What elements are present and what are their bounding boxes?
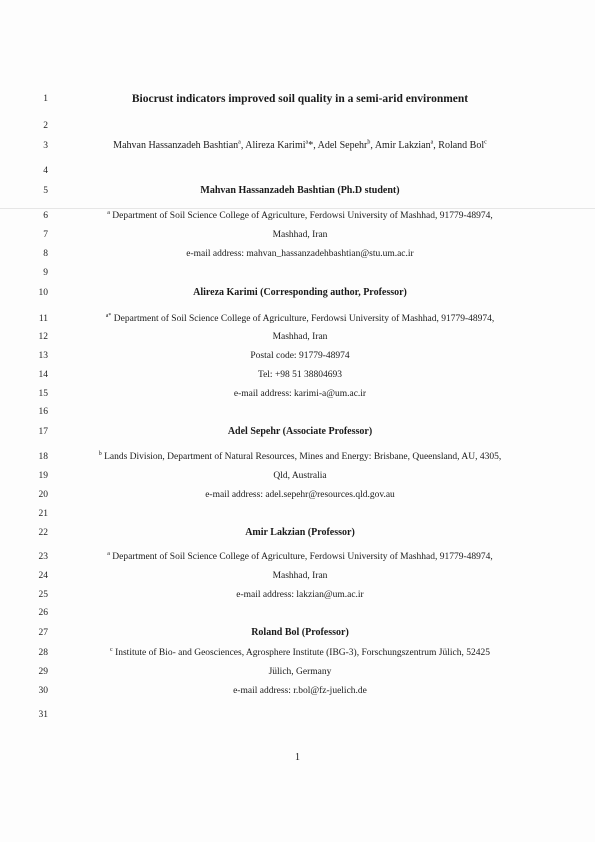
paper-title: Biocrust indicators improved soil quality in a semi-arid environment [131,93,469,105]
author-heading: Amir Lakzian (Professor) [245,527,355,538]
line-number: 8 [43,249,48,259]
affiliation-text: Department of Soil Science College of Agriculture, Ferdowsi University of Mashhad, 91779-48974, [112,552,493,562]
affiliation-mark: c [110,646,113,653]
affiliation-mark: a [107,550,110,557]
author-name: Alireza Karimi [245,140,306,151]
affiliation-line [62,451,538,463]
affiliation-mark: a [305,139,309,146]
line-number: 27 [38,628,48,638]
line-number: 16 [38,407,48,417]
scan-artifact-line [0,208,595,209]
affiliation-mark: b [98,450,102,457]
affiliation-mark: a [430,139,434,146]
affiliation-city: Mashhad, Iran [272,230,328,240]
author-heading: Mahvan Hassanzadeh Bashtian (Ph.D student) [200,185,400,196]
affiliation-text: Institute of Bio- and Geosciences, Agrosphere Institute (IBG-3), Forschungszentrum Jülich, 52425 [115,648,490,658]
affiliation-city: Mashhad, Iran [272,571,328,581]
affiliation-line [62,551,538,563]
affiliation-line [62,313,538,325]
affiliation-city: Jülich, Germany [268,667,332,677]
line-number: 28 [38,648,48,658]
line-number: 30 [38,686,48,696]
author-heading: Adel Sepehr (Associate Professor) [227,426,373,437]
affiliation-city: Mashhad, Iran [272,332,328,342]
email-line: e-mail address: karimi-a@um.ac.ir [233,389,367,399]
line-number: 15 [38,389,48,399]
line-number: 23 [38,552,48,562]
email-line: e-mail address: adel.sepehr@resources.qld.gov.au [205,490,395,500]
email-line: e-mail address: r.bol@fz-juelich.de [233,686,367,696]
affiliation-mark: a* [105,312,112,319]
line-number: 24 [38,571,48,581]
author-list: Mahvan Hassanzadeh Bashtian$^a$, Alireza Karimi$^a$*, Adel Sepehr$^b$, Amir Lakzian$^a$, Roland Bol$^c$ [113,139,487,151]
corresponding-mark: * [308,140,314,151]
line-number: 11 [38,314,48,324]
line-number: 6 [43,211,48,221]
line-number: 22 [38,528,48,538]
line-number: 14 [38,370,48,380]
line-number: 25 [38,590,48,600]
email-line: e-mail address: lakzian@um.ac.ir [236,590,364,600]
affiliation-text: Department of Soil Science College of Agriculture, Ferdowsi University of Mashhad, 91779-48974, [112,211,493,221]
line-number: 1 [43,94,48,104]
postal-code: Postal code: 91779-48974 [250,351,350,361]
line-number: 29 [38,667,48,677]
affiliation-text: Department of Soil Science College of Agriculture, Ferdowsi University of Mashhad, 91779-48974, [113,314,495,324]
author-name: Amir Lakzian [374,140,431,151]
line-number: 19 [38,471,48,481]
line-number: 21 [38,509,48,519]
author-name: Roland Bol [438,140,485,151]
line-number: 12 [38,332,48,342]
affiliation-mark: c [484,139,487,146]
affiliation-text: Lands Division, Department of Natural Resources, Mines and Energy: Brisbane, Queensland, AU, 4305, [104,452,502,462]
author-heading: Roland Bol (Professor) [251,627,349,638]
affiliation-line [62,647,538,659]
line-number: 3 [43,141,48,151]
author-heading: Alireza Karimi (Corresponding author, Professor) [193,287,407,298]
line-number: 2 [43,121,48,131]
line-number: 13 [38,351,48,361]
line-number: 26 [38,608,48,618]
affiliation-mark: b [367,139,371,146]
email-line: e-mail address: mahvan_hassanzadehbashtian@stu.um.ac.ir [186,249,414,259]
line-number: 18 [38,452,48,462]
line-number: 7 [43,230,48,240]
author-name: Adel Sepehr [317,140,368,151]
line-number: 5 [43,186,48,196]
line-number: 17 [38,427,48,437]
line-number: 20 [38,490,48,500]
affiliation-mark: a [238,139,241,146]
affiliation-city: Qld, Australia [273,471,327,481]
line-number: 10 [38,288,48,298]
page-number: 1 [295,752,300,763]
line-number: 31 [38,710,48,720]
line-number: 4 [43,166,48,176]
affiliation-line [62,210,538,222]
telephone: Tel: +98 51 38804693 [257,370,343,380]
line-number: 9 [43,268,48,278]
author-name: Mahvan Hassanzadeh Bashtian [113,140,239,151]
affiliation-mark: a [107,209,110,216]
